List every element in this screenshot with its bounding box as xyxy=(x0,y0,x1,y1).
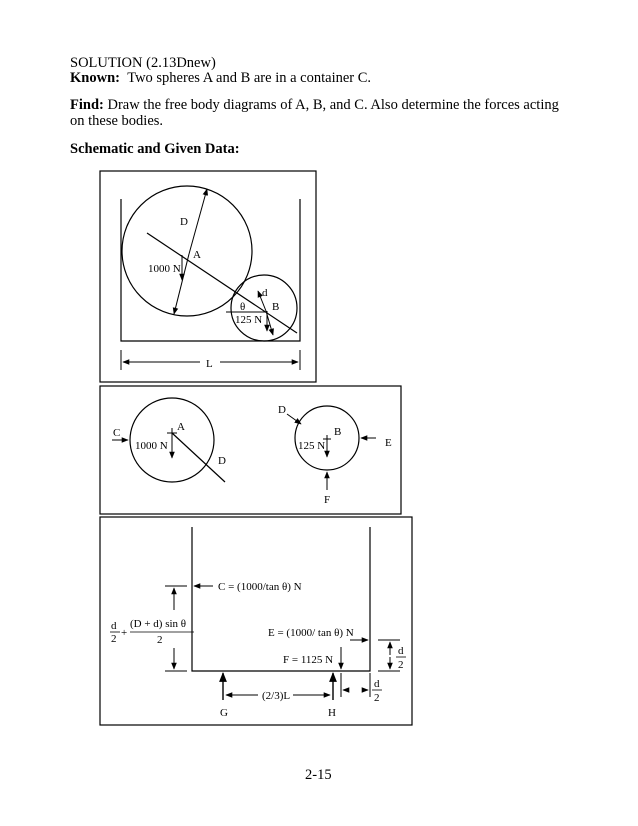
fig3-dim-left-frac2-den: 2 xyxy=(157,634,163,646)
fig3-dim-bottom-num: d xyxy=(374,678,380,690)
fig2-label-e: E xyxy=(385,437,392,449)
fig3-dim-gh: (2/3)L xyxy=(262,690,291,702)
fig2-label-b: B xyxy=(334,426,342,438)
known-label: Known: xyxy=(70,70,120,86)
center-line xyxy=(147,233,297,333)
find-text-line2: on these bodies. xyxy=(70,113,164,129)
figure-1-schematic xyxy=(100,171,316,382)
fig3-dim-left-frac1-den: 2 xyxy=(111,633,117,645)
known-text: Two spheres A and B are in a container C. xyxy=(127,70,372,86)
fig1-label-theta: θ xyxy=(240,301,246,313)
fig3-force-e: E = (1000/ tan θ) N xyxy=(268,627,354,639)
fig2-weight-b: 125 N xyxy=(298,440,326,452)
fig2-label-d-right: D xyxy=(218,455,226,467)
fig1-label-d-large: D xyxy=(180,216,188,228)
fig3-force-f: F = 1125 N xyxy=(283,654,334,666)
fig3-label-h: H xyxy=(328,707,336,719)
fig3-dim-left-frac2-num: (D + d) sin θ xyxy=(130,618,187,630)
figure-1-frame xyxy=(100,171,316,382)
fig1-weight-a: 1000 N xyxy=(148,263,181,275)
force-d-arrow-b xyxy=(287,414,301,424)
solution-title: SOLUTION (2.13Dnew) xyxy=(70,55,216,71)
find-label: Find: xyxy=(70,97,104,113)
figure-2-free-body-spheres xyxy=(100,386,401,514)
fig2-label-d-top: D xyxy=(278,404,286,416)
fig1-label-a: A xyxy=(193,249,201,261)
fig3-dim-bottom-den: 2 xyxy=(374,692,380,704)
fig3-dim-right-den: 2 xyxy=(398,659,404,671)
fig2-label-f: F xyxy=(324,494,331,506)
figure-3-free-body-container xyxy=(100,517,412,725)
schematic-heading: Schematic and Given Data: xyxy=(70,141,240,157)
fbd-container-walls xyxy=(192,527,370,671)
diameter-d-arrow-up xyxy=(189,189,207,254)
fig3-dim-right-num: d xyxy=(398,645,404,657)
fig3-dim-left-plus: + xyxy=(121,627,128,639)
fig3-dim-left-frac1-num: d xyxy=(111,620,117,632)
page-number: 2-15 xyxy=(305,767,332,783)
fig1-weight-b: 125 N xyxy=(235,314,263,326)
fig2-label-c: C xyxy=(113,427,121,439)
fig1-label-b: B xyxy=(272,301,280,313)
fig1-label-l: L xyxy=(206,358,213,370)
fig2-weight-a: 1000 N xyxy=(135,440,168,452)
fig3-force-c: C = (1000/tan θ) N xyxy=(218,581,302,593)
fig2-label-a: A xyxy=(177,421,185,433)
fig1-label-d-small: d xyxy=(262,287,268,299)
fig3-label-g: G xyxy=(220,707,228,719)
find-text-line1: Draw the free body diagrams of A, B, and C. Also determine the forces acting xyxy=(107,97,559,113)
